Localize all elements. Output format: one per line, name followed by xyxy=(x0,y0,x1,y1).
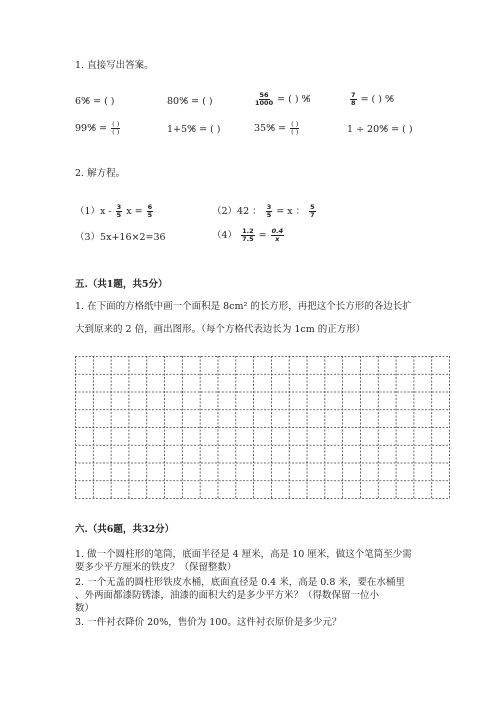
fraction: $\frac{0.4}{x}$ xyxy=(271,227,284,243)
q1-item-b: 80%̸ = ( ) xyxy=(167,96,213,107)
section-5-question-line-1: 1. 在下面的方格纸中画一个面积是 8cm² 的长方形，再把这个长方形的各边长扩 xyxy=(75,301,412,312)
q1-item-a: 6%̸ = ( ) xyxy=(75,96,115,107)
q1-item-e: 99%̸ = $\frac{( )}{( )}$ xyxy=(75,120,120,136)
question-1-line-2: 要多少平方厘米的铁皮？（保留整数） xyxy=(75,562,237,573)
fraction: $\frac{( )}{( )}$ xyxy=(291,120,299,136)
fraction: $\frac{3}{5}$ xyxy=(116,203,122,219)
grid-paper[interactable] xyxy=(75,356,450,499)
q1-item-f: 1+5%̸ = ( ) xyxy=(167,124,221,135)
fraction: $\frac{56}{1000}$ xyxy=(255,91,274,107)
equation-4: （4） $\frac{1.2}{7.5}$ = $\frac{0.4}{x}$ xyxy=(212,227,284,243)
equation-3: （3）5x+16×2=36 xyxy=(75,232,166,243)
equation-1: （1）x - $\frac{3}{5}$ x = $\frac{6}{5}$ xyxy=(75,203,153,219)
grid-paper-svg xyxy=(75,356,450,499)
question-2-line-1: 2. 一个无盖的圆柱形铁皮水桶，底面直径是 0.4 米，高是 0.8 米，要在水桶里 xyxy=(75,577,405,588)
section-5-question-line-2: 大到原来的 2 倍，画出图形。（每个方格代表边长为 1cm 的正方形） xyxy=(75,324,366,335)
fraction: $\frac{1.2}{7.5}$ xyxy=(242,227,254,243)
fraction: $\frac{( )}{( )}$ xyxy=(112,120,120,136)
section-5-heading: 五.（共1题，共5分） xyxy=(75,279,168,290)
section-2-title: 2. 解方程。 xyxy=(75,168,126,179)
q1-item-c: $\frac{56}{1000}$ = ( ) %̸ xyxy=(255,91,311,107)
question-2-line-2: 、外两面都漆防锈漆，油漆的面积大约是多少平方米？（得数保留一位小 xyxy=(75,590,380,601)
fraction: $\frac{5}{7}$ xyxy=(310,203,315,219)
fraction: $\frac{3}{5}$ xyxy=(266,203,272,219)
fraction: $\frac{7}{8}$ xyxy=(351,91,356,107)
section-6-heading: 六.（共6题，共32分） xyxy=(75,524,175,535)
question-3: 3. 一件衬衣降价 20%，售价为 100。这件衬衣原价是多少元？ xyxy=(75,617,342,628)
q1-item-h: 1 ÷ 20%̸ = ( ) xyxy=(347,124,413,135)
question-1-line-1: 1. 做一个圆柱形的笔筒，底面半径是 4 厘米，高是 10 厘米，做这个笔筒至少需 xyxy=(75,549,412,560)
fraction: $\frac{6}{5}$ xyxy=(147,203,153,219)
q1-item-d: $\frac{7}{8}$ = ( ) %̸ xyxy=(351,91,395,107)
question-2-line-3: 数） xyxy=(75,603,95,614)
section-1-title: 1. 直接写出答案。 xyxy=(75,60,154,71)
q1-item-g: 35%̸ = $\frac{( )}{( )}$ xyxy=(254,120,299,136)
equation-2: （2）42 ： $\frac{3}{5}$ = x ： $\frac{5}{7}$ xyxy=(212,203,315,219)
